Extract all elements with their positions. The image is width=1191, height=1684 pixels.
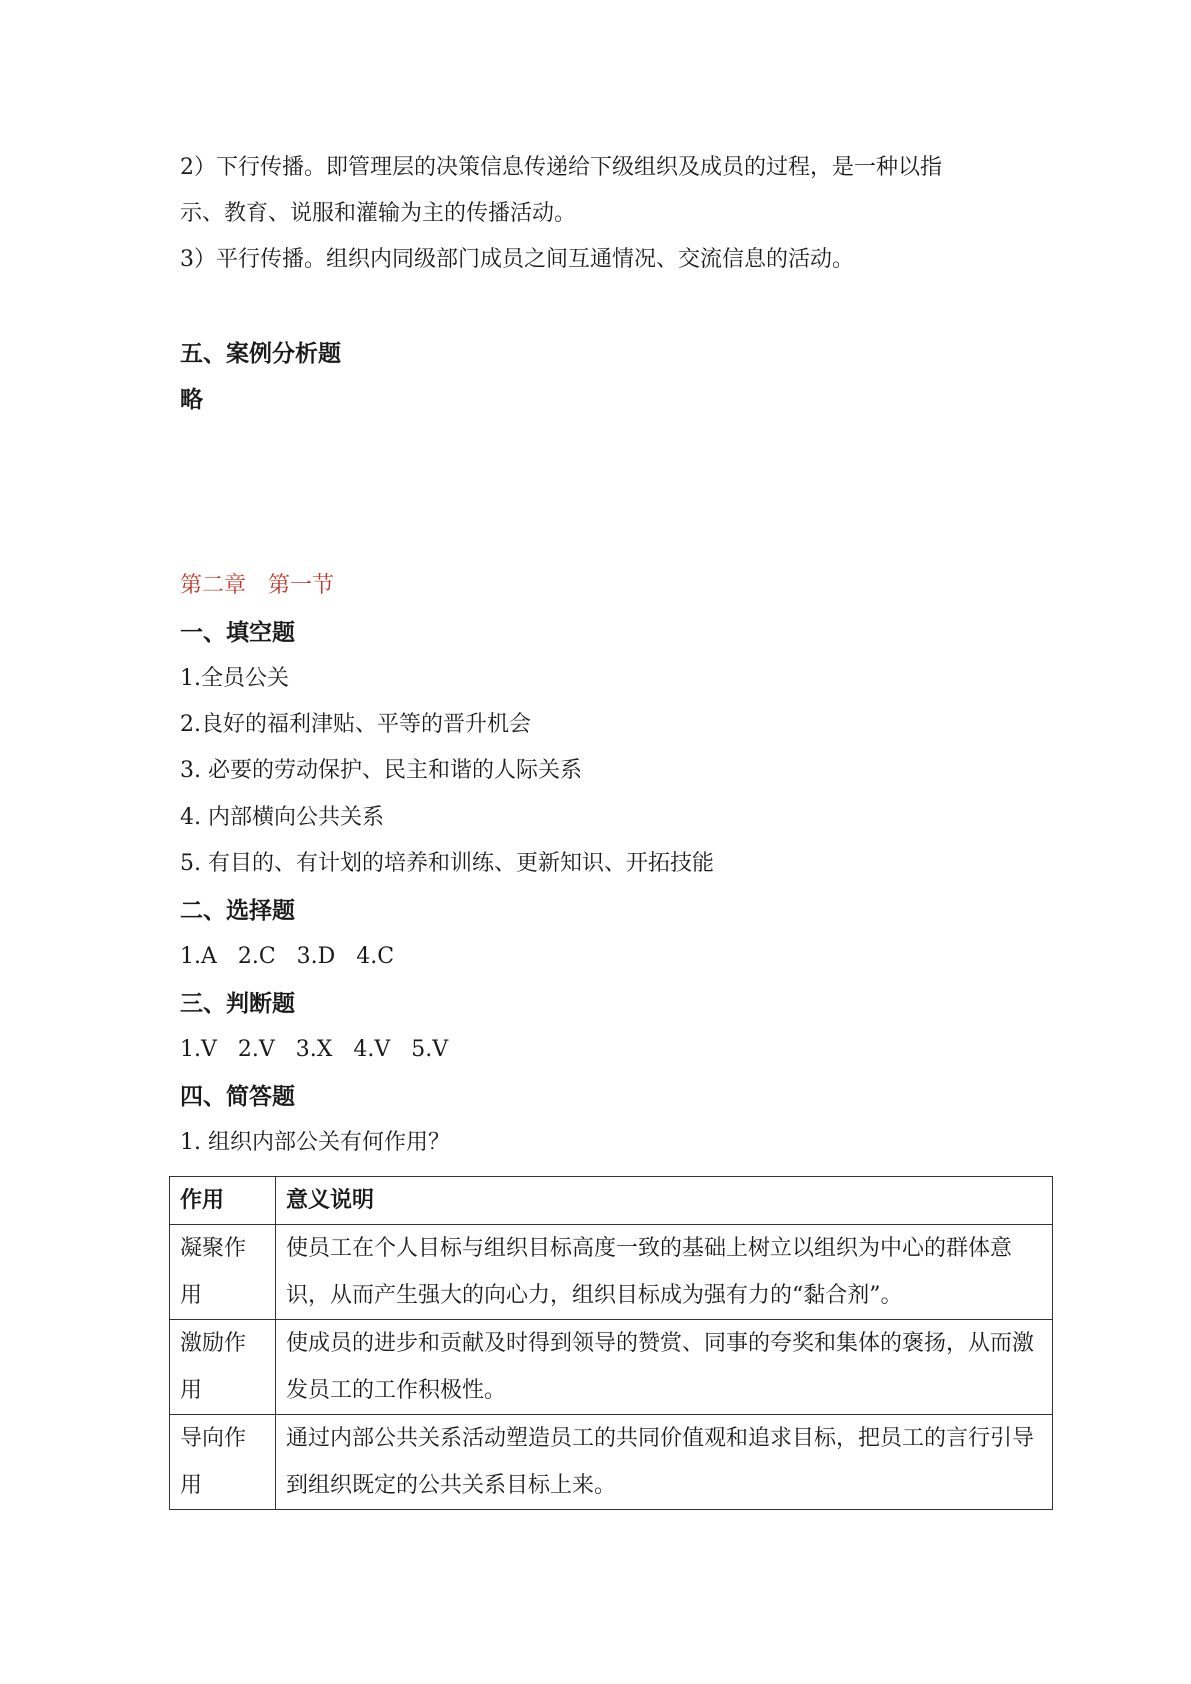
case-analysis-answer: 略 (180, 387, 203, 413)
table-cell-role: 导向作用 (170, 1415, 276, 1510)
table-header-description: 意义说明 (276, 1177, 1053, 1225)
table-cell-description: 使员工在个人目标与组织目标高度一致的基础上树立以组织为中心的群体意识，从而产生强大的向心力，组织目标成为强有力的“黏合剂”。 (276, 1225, 1053, 1320)
table-cell-description: 通过内部公共关系活动塑造员工的共同价值观和追求目标，把员工的言行引导到组织既定的公共关系目标上来。 (276, 1415, 1053, 1510)
table-header-role: 作用 (170, 1177, 276, 1225)
heading-choice: 二、选择题 (180, 898, 295, 924)
table-cell-role: 激励作用 (170, 1320, 276, 1415)
fill-answer-1: 1.全员公关 (180, 666, 289, 691)
fill-answer-2: 2.良好的福利津贴、平等的晋升机会 (180, 712, 531, 737)
fill-answer-3: 3. 必要的劳动保护、民主和谐的人际关系 (180, 758, 582, 783)
chapter-title: 第二章 第一节 (180, 573, 335, 598)
paragraph-downward-comm-cont: 示、教育、说服和灌输为主的传播活动。 (180, 201, 577, 226)
table-header-row (170, 1177, 1053, 1225)
function-table (169, 1176, 1053, 1510)
table-row (170, 1320, 1053, 1415)
fill-answer-4: 4. 内部横向公共关系 (180, 805, 384, 830)
short-answer-question-1: 1. 组织内部公关有何作用？ (180, 1130, 450, 1155)
heading-short-answer: 四、简答题 (180, 1084, 295, 1110)
heading-fill-blank: 一、填空题 (180, 620, 295, 646)
table-row (170, 1415, 1053, 1510)
judgement-answers: 1.V 2.V 3.X 4.V 5.V (180, 1037, 449, 1062)
fill-answer-5: 5. 有目的、有计划的培养和训练、更新知识、开拓技能 (180, 851, 714, 876)
heading-case-analysis: 五、案例分析题 (180, 341, 341, 367)
table-cell-role: 凝聚作用 (170, 1225, 276, 1320)
table-cell-description: 使成员的进步和贡献及时得到领导的赞赏、同事的夸奖和集体的褒扬，从而激发员工的工作积极性。 (276, 1320, 1053, 1415)
paragraph-parallel-comm: 3）平行传播。组织内同级部门成员之间互通情况、交流信息的活动。 (180, 247, 854, 272)
choice-answers: 1.A 2.C 3.D 4.C (180, 944, 395, 969)
heading-judgement: 三、判断题 (180, 991, 295, 1017)
paragraph-downward-comm: 2）下行传播。即管理层的决策信息传递给下级组织及成员的过程，是一种以指 (180, 155, 942, 180)
table-row (170, 1225, 1053, 1320)
